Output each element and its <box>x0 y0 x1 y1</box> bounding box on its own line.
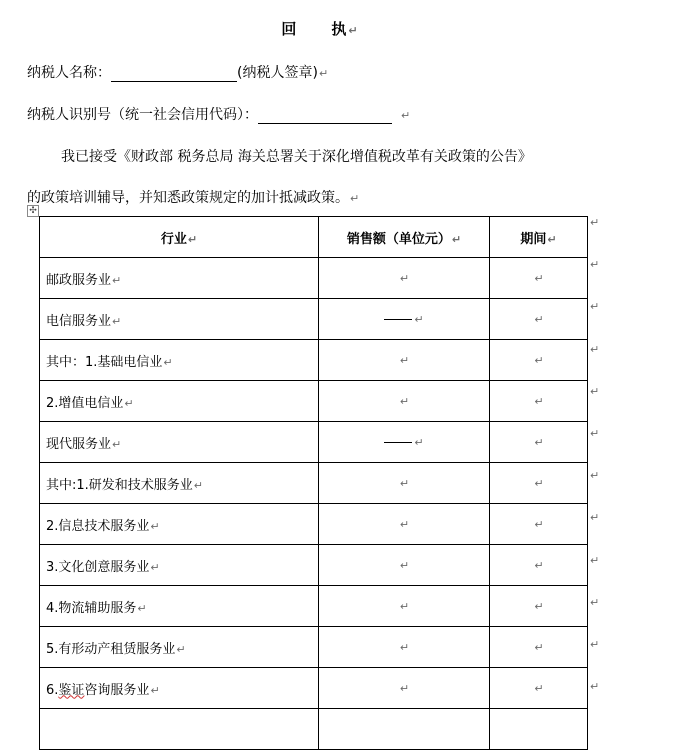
sales-cell[interactable]: ↵ <box>319 463 490 504</box>
period-cell[interactable]: ↵ <box>490 627 588 668</box>
taxpayer-id-blank[interactable] <box>258 109 392 124</box>
header-period: 期间↵ <box>490 217 588 258</box>
statement-text-2: 的政策培训辅导，并知悉政策规定的加计抵减政策。 <box>27 190 349 206</box>
paragraph-mark: ↵ <box>318 67 329 80</box>
sales-cell[interactable]: ↵ <box>319 258 490 299</box>
row-end-mark: ↵ <box>590 469 600 483</box>
title-char-right: 执 <box>331 20 348 38</box>
table-row <box>40 627 588 668</box>
table-row <box>40 299 588 340</box>
taxpayer-id-line <box>27 104 410 124</box>
row-end-mark: ↵ <box>590 426 600 440</box>
table-move-handle-icon[interactable]: ✣ <box>27 205 39 217</box>
industry-cell: 其中：1.基础电信业↵ <box>40 340 319 381</box>
row-end-mark: ↵ <box>590 300 600 314</box>
sales-cell[interactable]: ↵ <box>319 586 490 627</box>
period-cell[interactable]: ↵ <box>490 668 588 709</box>
table-row <box>40 381 588 422</box>
industry-cell: 电信服务业↵ <box>40 299 319 340</box>
row-end-marks <box>590 216 602 722</box>
table-row <box>40 586 588 627</box>
row-end-mark: ↵ <box>590 595 600 609</box>
row-end-mark: ↵ <box>590 680 600 694</box>
row-end-mark: ↵ <box>590 216 600 229</box>
period-cell[interactable]: ↵ <box>490 586 588 627</box>
sales-cell[interactable]: ↵ <box>319 545 490 586</box>
statement-line-1: 我已接受《财政部 税务总局 海关总署关于深化增值税改革有关政策的公告》 <box>61 149 532 165</box>
table-row <box>40 258 588 299</box>
industry-cell: 2.信息技术服务业↵ <box>40 504 319 545</box>
industry-cell: 邮政服务业↵ <box>40 258 319 299</box>
industry-sales-table <box>39 216 588 750</box>
industry-cell: 4.物流辅助服务↵ <box>40 586 319 627</box>
sales-cell[interactable]: ↵ <box>319 504 490 545</box>
table-row <box>40 504 588 545</box>
industry-cell: 现代服务业↵ <box>40 422 319 463</box>
sales-cell[interactable]: ↵ <box>319 340 490 381</box>
taxpayer-id-label: 纳税人识别号（统一社会信用代码）： <box>27 107 258 123</box>
row-end-mark: ↵ <box>590 384 600 398</box>
industry-cell: 3.文化创意服务业↵ <box>40 545 319 586</box>
period-cell[interactable]: ↵ <box>490 463 588 504</box>
industry-cell: 其中:1.研发和技术服务业↵ <box>40 463 319 504</box>
taxpayer-seal-label: (纳税人签章) <box>237 65 318 81</box>
spellcheck-underline: 鉴证 <box>58 682 85 698</box>
row-end-mark: ↵ <box>590 258 600 272</box>
industry-cell: 5.有形动产租赁服务业↵ <box>40 627 319 668</box>
industry-cell: 2.增值电信业↵ <box>40 381 319 422</box>
paragraph-mark: ↵ <box>350 192 360 205</box>
paragraph-mark: ↵ <box>348 24 359 37</box>
table-row <box>40 422 588 463</box>
period-cell[interactable]: ↵ <box>490 381 588 422</box>
header-industry: 行业↵ <box>40 217 319 258</box>
statement-line-2 <box>27 187 359 207</box>
table-row-partial <box>40 709 588 750</box>
dash-mark <box>384 319 412 320</box>
title-char-left: 回 <box>281 20 298 38</box>
row-end-mark: ↵ <box>590 511 600 525</box>
period-cell[interactable]: ↵ <box>490 545 588 586</box>
period-cell[interactable]: ↵ <box>490 340 588 381</box>
paragraph-mark: ↵ <box>401 109 411 122</box>
document-title <box>0 18 640 39</box>
period-cell[interactable]: ↵ <box>490 299 588 340</box>
sales-cell[interactable]: ↵ <box>319 668 490 709</box>
sales-cell[interactable]: ↵ <box>319 627 490 668</box>
taxpayer-name-label: 纳税人名称： <box>27 65 111 81</box>
table-header-row <box>40 217 588 258</box>
period-cell[interactable]: ↵ <box>490 422 588 463</box>
period-cell[interactable] <box>490 709 588 750</box>
industry-cell <box>40 709 319 750</box>
sales-cell[interactable]: ↵ <box>319 381 490 422</box>
sales-cell[interactable] <box>319 709 490 750</box>
table-row <box>40 463 588 504</box>
taxpayer-name-line <box>27 62 328 82</box>
table-row <box>40 340 588 381</box>
dash-mark <box>384 442 412 443</box>
industry-cell: 6.鉴证咨询服务业↵ <box>40 668 319 709</box>
table-row <box>40 545 588 586</box>
table-row <box>40 668 588 709</box>
period-cell[interactable]: ↵ <box>490 258 588 299</box>
row-end-mark: ↵ <box>590 637 600 651</box>
row-end-mark: ↵ <box>590 553 600 567</box>
period-cell[interactable]: ↵ <box>490 504 588 545</box>
row-end-mark: ↵ <box>590 342 600 356</box>
header-sales: 销售额（单位元）↵ <box>319 217 490 258</box>
sales-cell[interactable]: ↵ <box>319 422 490 463</box>
taxpayer-name-blank[interactable] <box>111 67 237 82</box>
sales-cell[interactable]: ↵ <box>319 299 490 340</box>
